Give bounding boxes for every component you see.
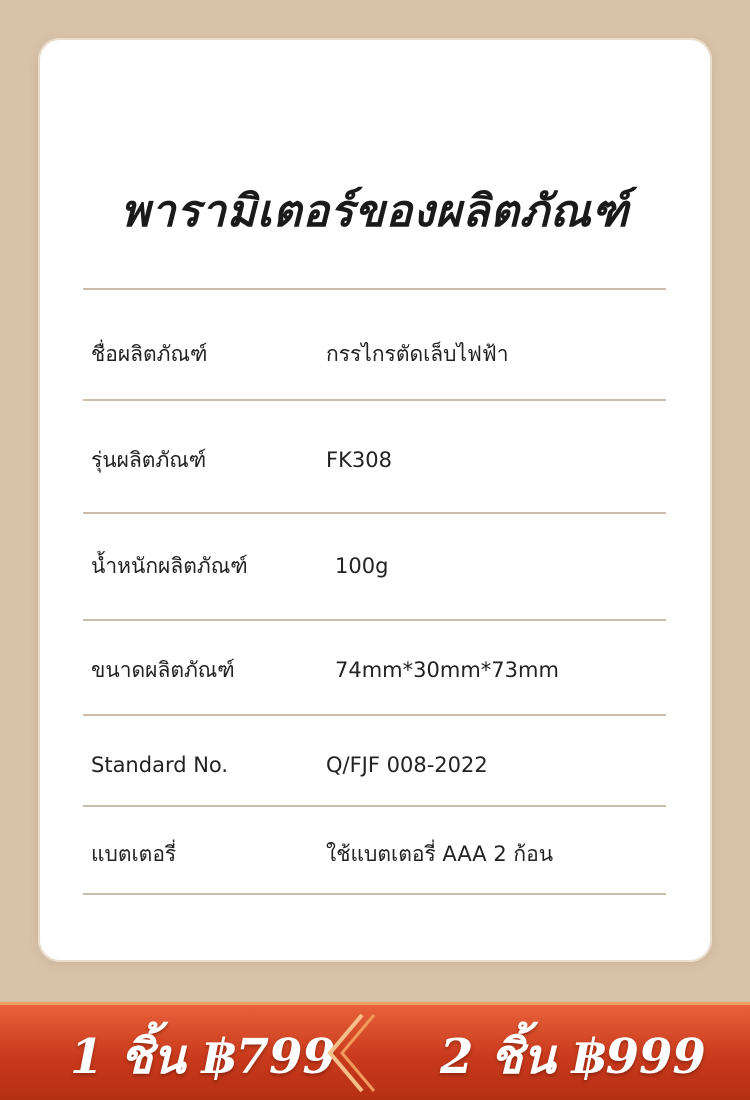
spec-value: 74mm*30mm*73mm — [335, 658, 559, 682]
spec-row-standard — [83, 716, 666, 807]
spec-row-weight — [83, 514, 666, 621]
spec-label: รุ่นผลิตภัณฑ์ — [91, 448, 207, 472]
spec-value: 100g — [335, 554, 389, 578]
spec-value: กรรไกรตัดเล็บไฟฟ้า — [326, 342, 509, 366]
spec-label: น้ำหนักผลิตภัณฑ์ — [91, 554, 248, 578]
page-title: พารามิเตอร์ของผลิตภัณฑ์ — [120, 186, 630, 237]
spec-table — [83, 288, 666, 895]
spec-label: แบตเตอรี่ — [91, 842, 177, 866]
spec-row-model — [83, 401, 666, 514]
price-two-pieces: 2 ชิ้น ฿999 — [440, 1029, 706, 1085]
spec-label: ชื่อผลิตภัณฑ์ — [91, 342, 208, 366]
price-one-piece: 1 ชิ้น ฿799 — [70, 1029, 336, 1085]
spec-row-battery — [83, 807, 666, 895]
spec-label: ขนาดผลิตภัณฑ์ — [91, 658, 235, 682]
price-banner — [0, 1002, 750, 1100]
spec-row-product-name — [83, 290, 666, 401]
chevron-divider-icon — [322, 1011, 412, 1095]
spec-value: FK308 — [326, 448, 392, 472]
spec-row-size — [83, 621, 666, 716]
spec-label: Standard No. — [91, 753, 229, 777]
spec-value: Q/FJF 008-2022 — [326, 753, 488, 777]
spec-value: ใช้แบตเตอรี่ AAA 2 ก้อน — [326, 842, 554, 866]
